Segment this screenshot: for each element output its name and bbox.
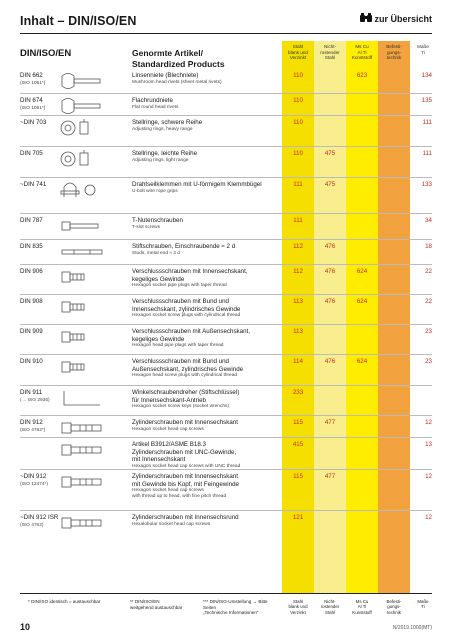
din-code: DIN 705 [20,150,43,157]
page-dimensions[interactable]: 134 [421,72,432,79]
iso-equivalent: (ISO 4762) [20,523,44,528]
description-de: Drahtseilklemmen mit U-förmigem Klemmbügel [132,181,262,188]
description-en: Hexalobular socket head cap screws [132,521,211,527]
din-number [20,358,43,366]
description-de: mit Gewinde bis Kopf, mit Feingewinde [132,480,239,488]
description-de: für Innensechskant-Antrieb [132,396,206,404]
description-en: Mushroom head rivets (sheet metal rivets) [132,79,222,85]
footnote-conversion: *** DIN/ISO-Umstellung → Bitte Seiten „Technische Informationen“ [203,599,268,616]
footer-col-fastening: Befesti- gungs- technik [386,599,402,615]
footer-col-nonferrous: Ms Cu Al Ti Kunststoff [352,599,372,615]
description-en: Hexagon socket pipe plugs with taper thread [132,283,227,289]
row-divider [20,264,432,265]
page-dimensions[interactable]: 111 [422,119,432,126]
iso-equivalent: (→ ISO 2936) [20,398,50,403]
page-steel[interactable]: 110 [293,150,303,157]
product-drawing [60,97,106,115]
row-divider [20,324,432,325]
product-description [132,97,272,111]
page-dimensions[interactable]: 22 [425,298,432,305]
product-description [132,419,272,433]
product-drawing [60,72,106,90]
din-code: DIN 835 [20,243,43,250]
header-rule [20,33,432,34]
page-dimensions[interactable]: 133 [421,181,432,188]
product-drawing [60,217,106,235]
product-drawing [60,298,106,316]
description-de: kegeliges Gewinde [132,335,185,343]
section-subtitle [132,48,225,70]
column-header-dimensions: Maße Ti [417,44,429,55]
page-nonferrous[interactable]: 624 [356,358,368,365]
din-code: DIN 912 [20,419,43,426]
din-code: DIN 787 [20,217,43,224]
product-description [132,441,272,470]
description-de: Verschlussschrauben mit Bund und [132,358,229,365]
din-number [20,514,58,530]
description-de: Zylinderschrauben mit Innensechskant [132,473,238,480]
page-dimensions[interactable]: 34 [425,217,432,224]
page-dimensions[interactable]: 22 [425,268,432,275]
description-de: Stellringe, schwere Reihe [132,119,203,126]
description-en: Adjusting rings, light range [132,157,189,163]
page-dimensions[interactable]: 23 [425,358,432,365]
row-divider [20,354,432,355]
din-code: DIN 909 [20,328,43,335]
page-stainless[interactable]: 475 [324,150,336,157]
footer-rule [20,593,432,594]
din-number [20,150,43,158]
product-drawing [60,328,106,346]
page-dimensions[interactable]: 18 [425,243,432,250]
description-de: Verschlussschrauben mit Außensechskant, [132,328,250,335]
page-dimensions[interactable]: 12 [425,419,432,426]
product-description [132,328,272,349]
din-code: ~DIN 912 [20,473,47,480]
product-drawing [60,150,106,168]
description-de: Linsenniete (Blechniete) [132,72,199,79]
row-divider [20,146,432,147]
section-subtitle-en: Standardized Products [132,59,225,69]
product-drawing [60,268,106,286]
page-steel[interactable]: 110 [293,72,303,79]
product-description [132,389,272,410]
product-description [132,243,272,257]
footer-col-stainless: Nicht- rostender Stahl [320,599,340,615]
description-en: Flat round head rivets [132,104,179,110]
page-dimensions[interactable]: 135 [421,97,432,104]
page-stainless[interactable]: 476 [324,243,336,250]
row-divider [20,437,432,438]
overview-link-label: zur Übersicht [374,13,432,24]
description-de: Zylinderschrauben mit Innensechsrund [132,514,239,521]
row-divider [20,510,432,511]
column-header-fastening: Befesti- gungs- technik [386,44,402,61]
page-nonferrous[interactable]: 624 [356,298,368,305]
din-code: ~DIN 741 [20,181,47,188]
description-en: Hexagon socket head cap screws with UNC thread [132,463,241,469]
description-de: Stellringe, leichte Reihe [132,150,198,157]
footer-col-steel: Stahl blank und Verzinkt [288,599,308,615]
document-id: N/2019.1000(MT) [392,625,432,631]
description-de: Zylinderschrauben mit Innensechskant [132,419,238,426]
product-drawing [60,358,106,376]
column-header-nonferrous: Ms Cu Al Ti Kunststoff [351,44,373,61]
din-number [20,217,43,225]
description-en: Hexagon socket head cap screws [132,488,204,494]
product-description [132,150,272,164]
description-de: Innensechskant, zylindrisches Gewinde [132,305,241,313]
footnote-interchangeable: ** DIN/ISO/EN weitgehend austauschbar [130,599,183,610]
din-number [20,72,45,88]
page-dimensions[interactable]: 12 [425,514,432,521]
page-steel[interactable]: 110 [293,119,303,126]
footer-col-dimensions: Maße Ti [417,599,429,610]
description-de: Artikel B3912/ASME B18.3 [132,441,206,448]
page-stainless[interactable]: 477 [324,419,336,426]
din-number [20,243,43,251]
product-drawing [60,419,106,437]
page-steel[interactable]: 114 [293,358,303,365]
description-de: kegeliges Gewinde [132,275,185,283]
row-divider [20,385,432,386]
description-de: Verschlussschrauben mit Bund und [132,298,229,305]
description-en: Hexagon socket screw plugs with cylindrical thread [132,313,241,319]
page-steel[interactable]: 415 [292,441,304,448]
row-divider [20,469,432,470]
product-drawing [60,181,106,199]
description-en: Hexagon head pipe plugs with taper thread [132,343,224,349]
din-code: DIN 908 [20,298,43,305]
din-code: DIN 906 [20,268,43,275]
description-de: Flachrundniete [132,97,173,104]
din-number [20,328,43,336]
page-steel[interactable]: 121 [292,514,304,521]
description-en: Hexagon socket head cap screws [132,426,204,432]
description-de: Verschlussschrauben mit Innensechskant, [132,268,248,275]
binoculars-icon [360,13,372,24]
product-description [132,119,272,133]
din-number [20,181,46,189]
din-code: ~DIN 703 [20,119,47,126]
page-steel[interactable]: 233 [292,389,304,396]
column-header-stainless: Nicht- rostender Stahl [320,44,340,61]
page-dimensions[interactable]: 12 [425,473,432,480]
iso-equivalent: (ISO 1051*) [20,81,46,86]
din-number [20,119,46,127]
page-steel[interactable]: 113 [293,328,303,335]
page-stainless[interactable]: 476 [324,268,336,275]
iso-equivalent: (ISO 1051*) [20,106,46,111]
din-code: DIN 910 [20,358,43,365]
page-steel[interactable]: 112 [293,268,303,275]
column-header-steel: Stahl blank und Verzinkt [288,44,308,61]
overview-link[interactable] [360,13,432,24]
page-steel[interactable]: 111 [293,217,303,224]
row-divider [20,213,432,214]
row-divider [20,115,432,116]
din-code: ~DIN 912 ISR [20,514,59,521]
row-divider [20,93,432,94]
product-drawing [60,389,106,407]
page-dimensions[interactable]: 13 [425,441,432,448]
din-number [20,97,45,113]
din-code: DIN 674 [20,97,43,104]
product-description [132,72,272,86]
product-drawing [60,473,106,491]
page-nonferrous[interactable]: 624 [356,268,368,275]
din-number [20,389,50,405]
description-de: T-Nutenschrauben [132,217,183,224]
page-nonferrous[interactable]: 623 [356,72,368,79]
product-drawing [60,441,106,459]
footnote-identical: * DIN/ISO identisch = austauschbar [28,599,101,604]
page-steel[interactable]: 115 [293,473,303,480]
row-divider [20,415,432,416]
page-title: Inhalt – DIN/ISO/EN [20,14,137,28]
page-stainless[interactable]: 477 [324,473,336,480]
description-de: Außensechskant, zylindrisches Gewinde [132,365,244,373]
section-subtitle-de: Genormte Artikel/ [132,48,204,58]
product-drawing [60,119,106,137]
product-drawing [60,514,106,532]
row-divider [20,177,432,178]
description-de: Winkelschraubendreher (Stiftschlüssel) [132,389,240,396]
page-steel[interactable]: 110 [293,97,303,104]
page-steel[interactable]: 112 [293,243,303,250]
product-description [132,473,272,500]
section-title: DIN/ISO/EN [20,48,72,59]
description-en: Hexagon socket screw keys (socket wrenchs) [132,404,230,410]
description-en: U-bolt wire rope grips [132,188,178,194]
row-divider [20,294,432,295]
description-de: mit Innensechskant [132,456,186,464]
page-steel[interactable]: 111 [293,181,303,188]
din-number [20,298,43,306]
din-code: DIN 911 [20,389,43,396]
iso-equivalent: (ISO 12474*) [20,482,48,487]
page-stainless[interactable]: 476 [324,358,336,365]
description-de: Stiftschrauben, Einschraubende ≈ 2 d [132,243,236,250]
description-en: T-slot screws [132,224,160,230]
page-steel[interactable]: 113 [293,298,303,305]
din-code: DIN 662 [20,72,43,79]
page-stainless[interactable]: 475 [324,181,336,188]
product-description [132,181,272,195]
din-number [20,268,43,276]
product-description [132,268,272,289]
description-en: Studs, metal end ≈ 2 d [132,250,180,256]
iso-equivalent: (ISO 4762*) [20,428,46,433]
description-en: Hexagon head screw plugs with cylindrical thread [132,373,238,379]
page-steel[interactable]: 115 [293,419,303,426]
page-number: 10 [20,622,31,632]
product-description [132,298,272,319]
page-dimensions[interactable]: 23 [425,328,432,335]
description-en: Adjusting rings, heavy range [132,126,193,132]
product-description [132,217,272,231]
page-stainless[interactable]: 476 [324,298,336,305]
description-en: with thread up to head, with fine pitch thread [132,494,227,500]
product-description [132,514,272,528]
product-drawing [60,243,106,261]
din-number [20,419,45,435]
row-divider [20,239,432,240]
product-description [132,358,272,379]
din-number [20,473,48,489]
description-de: Zylinderschrauben mit UNC-Gewinde, [132,448,237,456]
page-dimensions[interactable]: 111 [422,150,432,157]
